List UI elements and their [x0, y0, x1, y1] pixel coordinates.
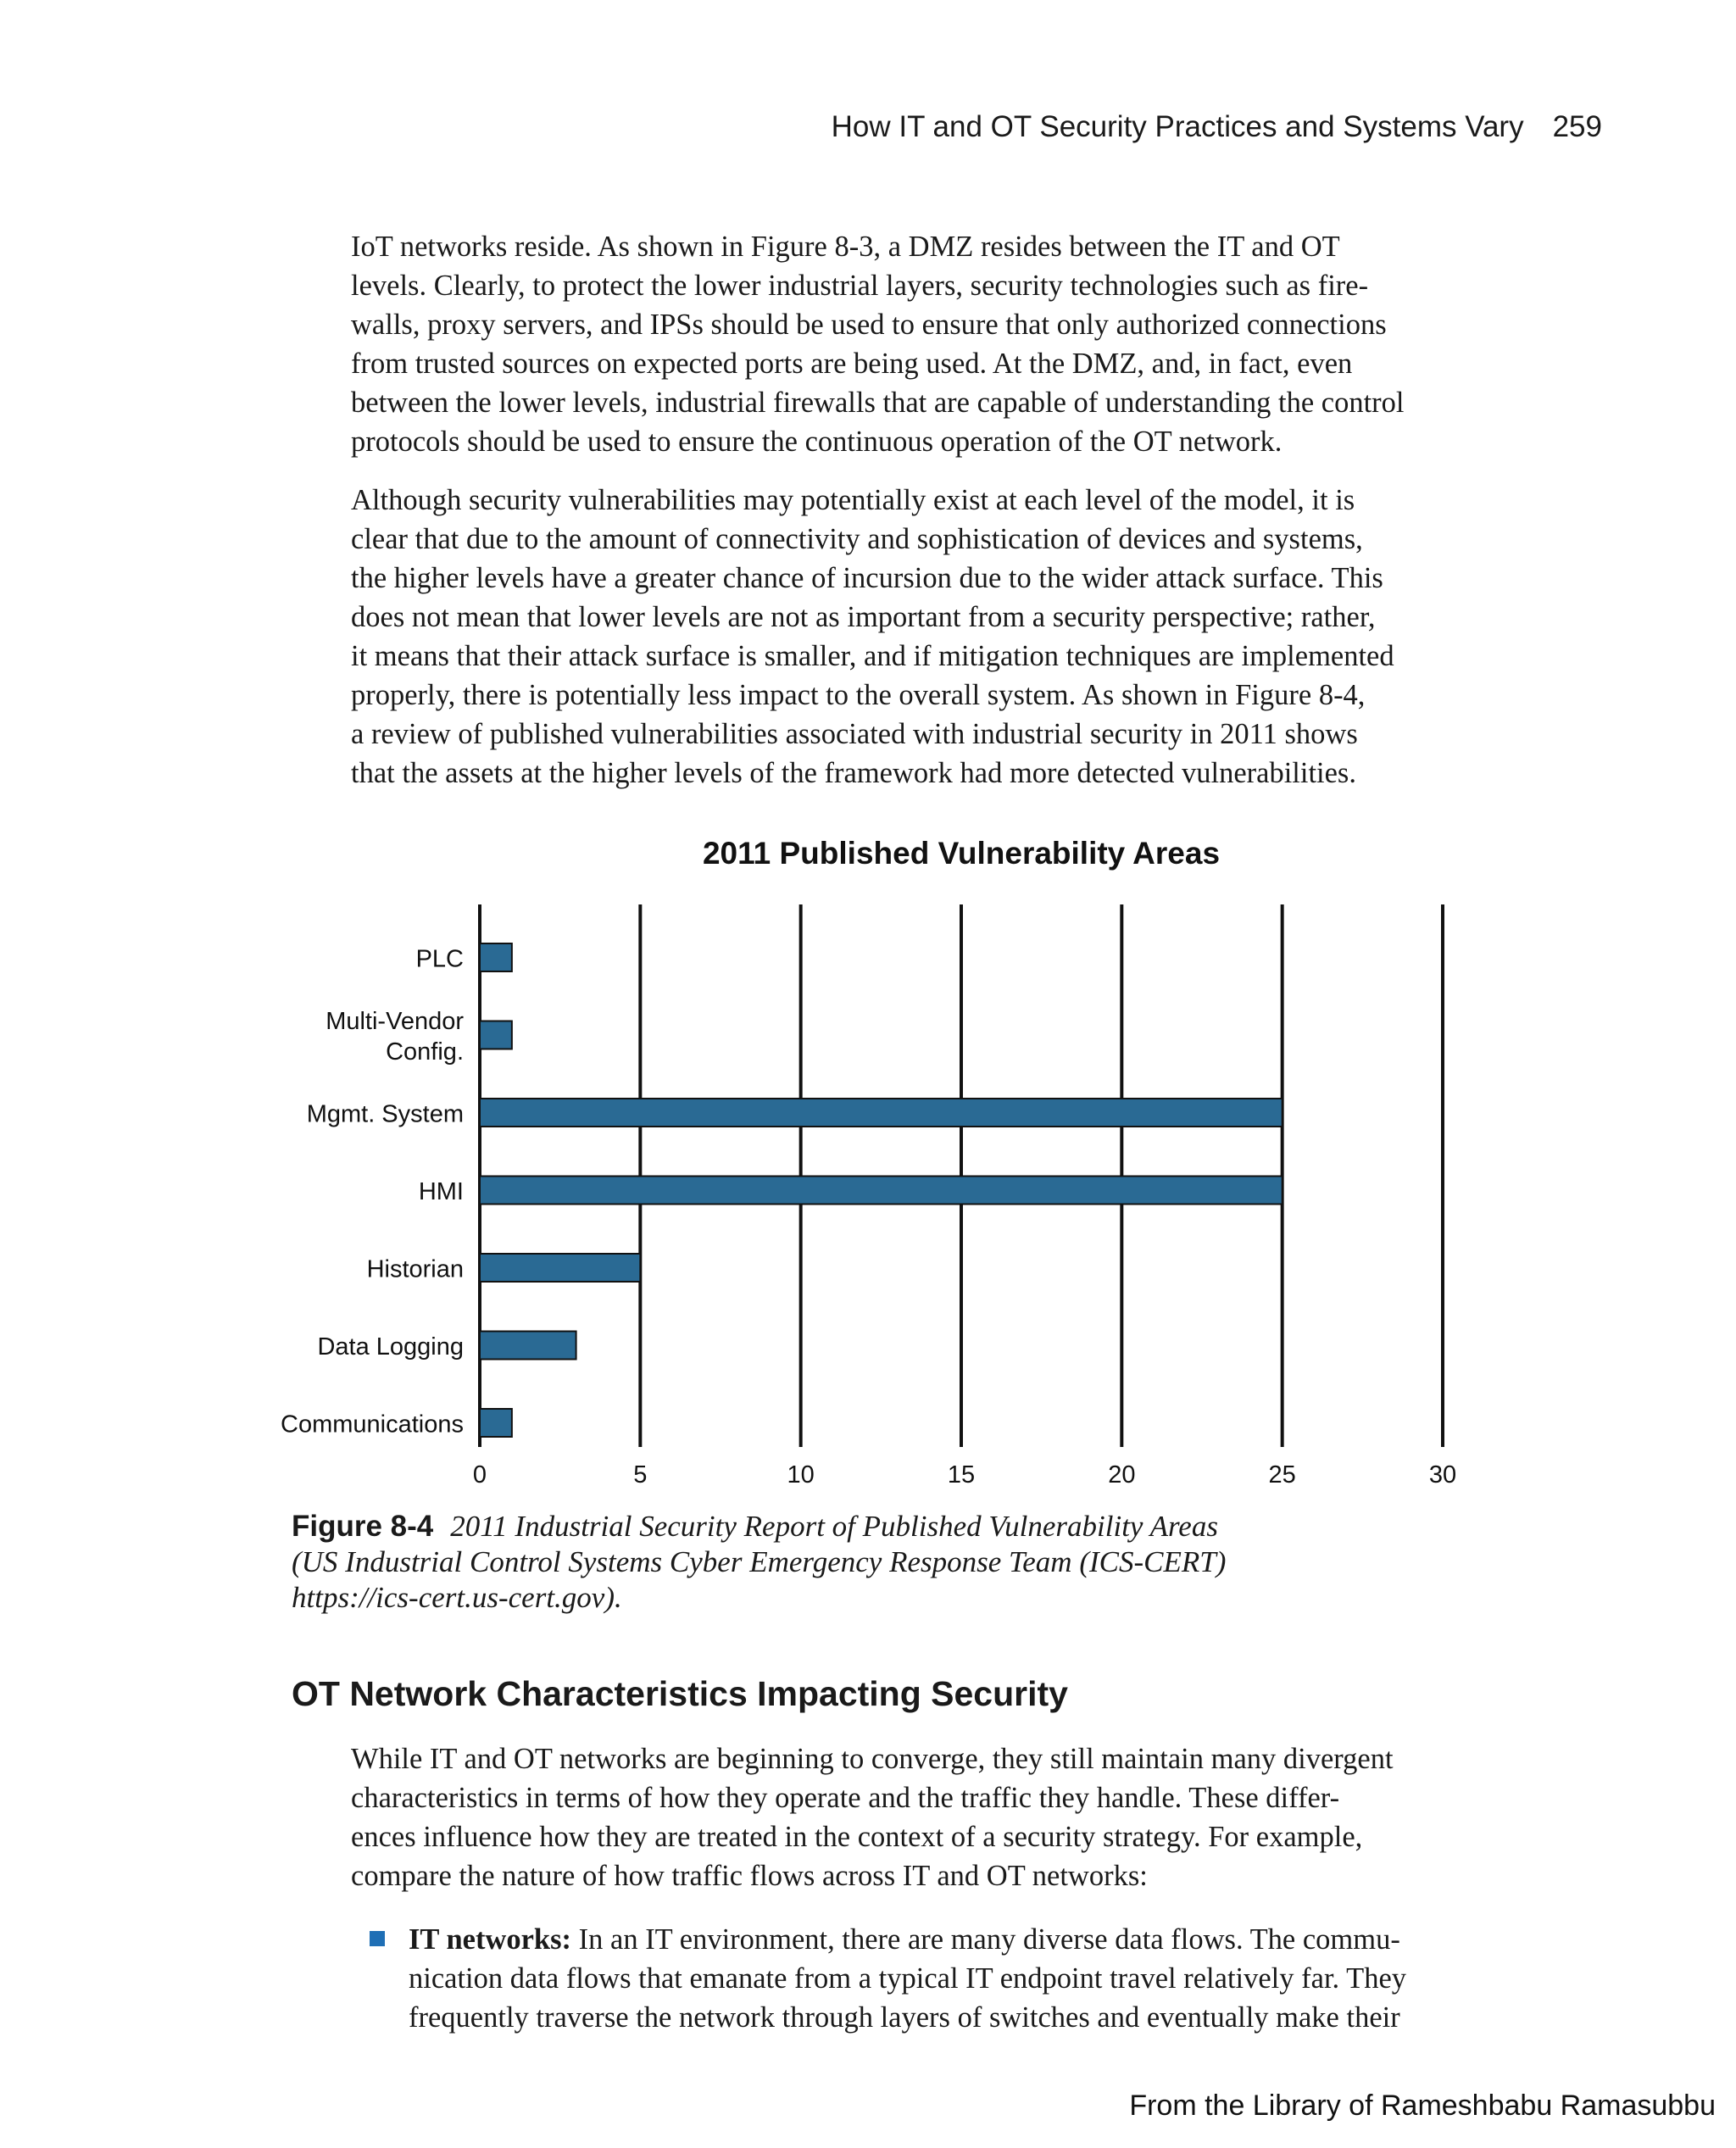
- chart-category-label: Communications: [281, 1411, 464, 1438]
- chart-title: 2011 Published Vulnerability Areas: [702, 836, 1221, 871]
- paragraph-line: that the assets at the higher levels of the framework had more detected vulnerabilities.: [351, 757, 1356, 789]
- chart-category-label: PLC: [415, 945, 464, 973]
- bullet-square-icon: [370, 1931, 385, 1946]
- paragraph-line: IoT networks reside. As shown in Figure 8-3, a DMZ resides between the IT and OT: [351, 231, 1340, 263]
- paragraph-line: walls, proxy servers, and IPSs should be used to ensure that only authorized connections: [351, 309, 1387, 341]
- chart-bar: [480, 1332, 576, 1360]
- paragraph-line: characteristics in terms of how they operate and the traffic they handle. These differ-: [351, 1782, 1340, 1814]
- chart-category-label: HMI: [418, 1178, 464, 1205]
- chart-bar: [480, 943, 512, 971]
- chart-tick-label: 0: [472, 1461, 487, 1489]
- bullet-term: IT networks:: [409, 1923, 572, 1956]
- chart-bars: [480, 943, 1283, 1437]
- paragraph-line: compare the nature of how traffic flows across IT and OT networks:: [351, 1860, 1148, 1892]
- paragraph-line: While IT and OT networks are beginning to converge, they still maintain many divergent: [351, 1743, 1394, 1775]
- paragraph-line: does not mean that lower levels are not as important from a security perspective; rather,: [351, 601, 1376, 633]
- paragraph-line: from trusted sources on expected ports are being used. At the DMZ, and, in fact, even: [351, 348, 1353, 380]
- chart-bar: [480, 1099, 1283, 1127]
- bullet-item-it-networks: [409, 1920, 1511, 2037]
- paragraph-line: levels. Clearly, to protect the lower industrial layers, security technologies such as fire-: [351, 270, 1369, 302]
- paragraph-line: ences influence how they are treated in the context of a security strategy. For example,: [351, 1821, 1363, 1853]
- paragraph-line: properly, there is potentially less impact to the overall system. As shown in Figure 8-4,: [351, 679, 1366, 711]
- caption-line: 2011 Industrial Security Report of Published Vulnerability Areas: [450, 1510, 1218, 1543]
- running-head: [832, 110, 1602, 144]
- vulnerability-chart: [0, 826, 1736, 1513]
- caption-line: (US Industrial Control Systems Cyber Emergency Response Team (ICS-CERT): [292, 1545, 1227, 1578]
- bullet-text: In an IT environment, there are many diverse data flows. The commu-: [571, 1923, 1400, 1956]
- chart-bar: [480, 1409, 512, 1437]
- paragraph-line: a review of published vulnerabilities associated with industrial security in 2011 shows: [351, 718, 1358, 750]
- paragraph-line: it means that their attack surface is smaller, and if mitigation techniques are implemented: [351, 640, 1394, 672]
- paragraph-line: the higher levels have a greater chance of incursion due to the wider attack surface. This: [351, 562, 1383, 594]
- chart-bar: [480, 1021, 512, 1049]
- running-title: How IT and OT Security Practices and Systems Vary: [831, 110, 1524, 143]
- chart-tick-label: 20: [1108, 1461, 1136, 1489]
- bullet-line: frequently traverse the network through layers of switches and eventually make their: [409, 2001, 1400, 2034]
- paragraph-3: [351, 1739, 1495, 1895]
- chart-category-labels: [281, 946, 464, 1438]
- chart-svg: [0, 826, 1736, 1513]
- chart-category-label: Historian: [366, 1255, 464, 1283]
- chart-tick-labels: [473, 1461, 1456, 1489]
- paragraph-line: clear that due to the amount of connectivity and sophistication of devices and systems,: [351, 523, 1363, 555]
- figure-label: Figure 8-4: [292, 1510, 434, 1543]
- chart-tick-label: 5: [633, 1461, 648, 1489]
- chart-tick-label: 15: [947, 1461, 976, 1489]
- chart-bar: [480, 1254, 640, 1282]
- paragraph-line: between the lower levels, industrial firewalls that are capable of understanding the control: [351, 387, 1405, 419]
- paragraph-line: protocols should be used to ensure the continuous operation of the OT network.: [351, 426, 1283, 458]
- figure-caption: [292, 1509, 1478, 1616]
- paragraph-line: Although security vulnerabilities may potentially exist at each level of the model, it is: [351, 484, 1355, 516]
- chart-tick-label: 10: [787, 1461, 815, 1489]
- chart-category-label: Config.: [386, 1038, 464, 1066]
- chart-category-label: Data Logging: [317, 1333, 464, 1361]
- library-footer: From the Library of Rameshbabu Ramasubbu: [1129, 2090, 1716, 2122]
- chart-category-label: Multi-Vendor: [326, 1008, 464, 1035]
- chart-tick-label: 25: [1268, 1461, 1296, 1489]
- chart-tick-label: 30: [1428, 1461, 1457, 1489]
- section-heading: OT Network Characteristics Impacting Security: [292, 1674, 1068, 1713]
- chart-bar: [480, 1177, 1283, 1205]
- page-number: 259: [1552, 110, 1602, 143]
- paragraph-1: [351, 227, 1495, 461]
- bullet-line: nication data flows that emanate from a typical IT endpoint travel relatively far. They: [409, 1962, 1407, 1995]
- paragraph-2: [351, 481, 1495, 793]
- chart-category-label: Mgmt. System: [306, 1100, 464, 1128]
- caption-line: https://ics-cert.us-cert.gov).: [292, 1581, 622, 1614]
